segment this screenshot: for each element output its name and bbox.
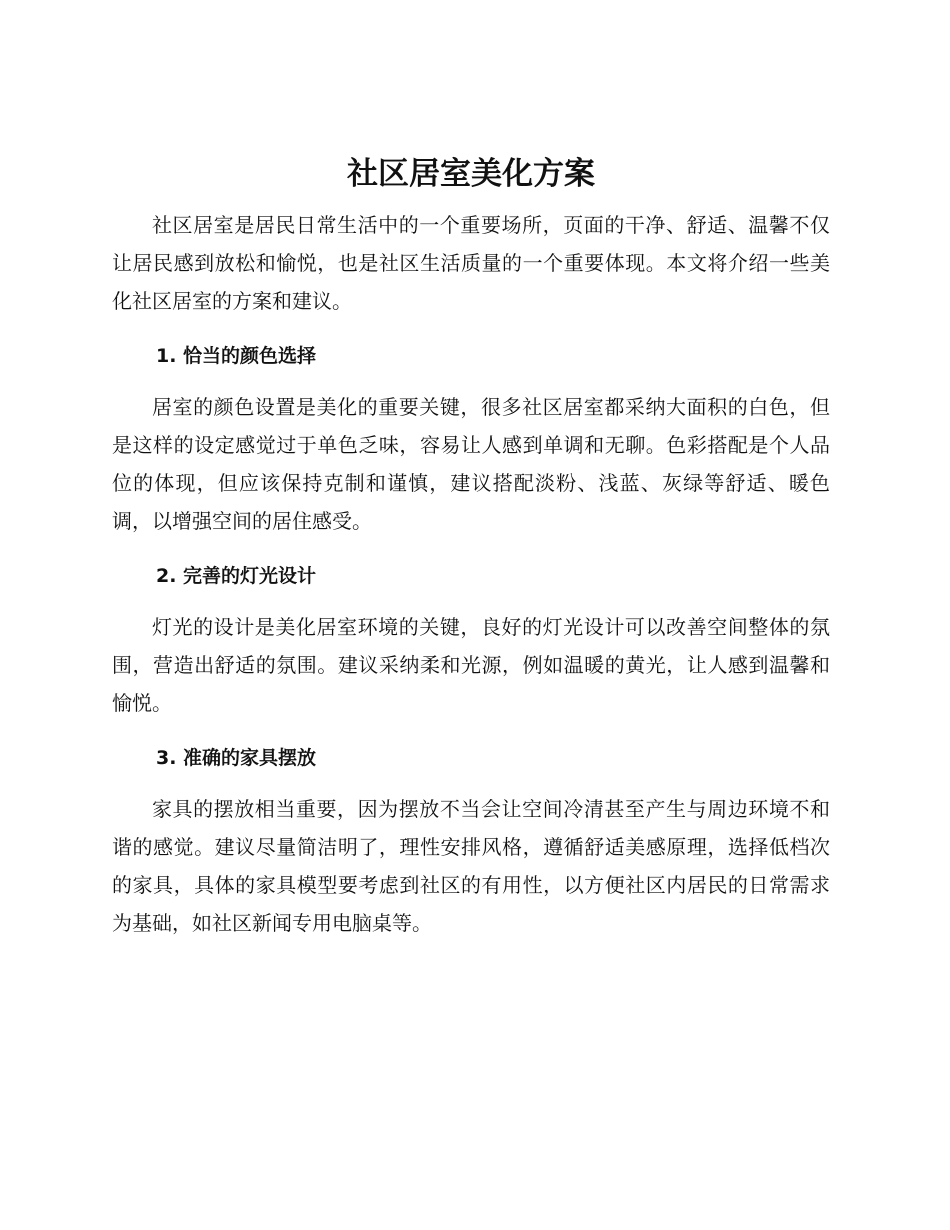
section-heading-furniture: 3. 准确的家具摆放 bbox=[156, 747, 317, 769]
section-heading-lighting: 2. 完善的灯光设计 bbox=[156, 565, 317, 587]
section-heading-color: 1. 恰当的颜色选择 bbox=[156, 345, 317, 367]
section-body-color: 居室的颜色设置是美化的重要关键，很多社区居室都采纳大面积的白色，但是这样的设定感觉过于单色乏味，容易让人感到单调和无聊。色彩搭配是个人品位的体现，但应该保持克制和谨慎，建议搭配淡粉、浅蓝、灰绿等舒适、暖色调，以增强空间的居住感受。 bbox=[112, 395, 830, 533]
intro-paragraph: 社区居室是居民日常生活中的一个重要场所，页面的干净、舒适、温馨不仅让居民感到放松和愉悦，也是社区生活质量的一个重要体现。本文将介绍一些美化社区居室的方案和建议。 bbox=[112, 213, 830, 313]
section-color bbox=[112, 338, 830, 540]
section-body-lighting: 灯光的设计是美化居室环境的关键，良好的灯光设计可以改善空间整体的氛围，营造出舒适的氛围。建议采纳柔和光源，例如温暖的黄光，让人感到温馨和愉悦。 bbox=[112, 615, 830, 715]
section-body-furniture: 家具的摆放相当重要，因为摆放不当会让空间冷清甚至产生与周边环境不和谐的感觉。建议尽量简洁明了，理性安排风格，遵循舒适美感原理，选择低档次的家具，具体的家具模型要考虑到社区的有用性，以方便社区内居民的日常需求为基础，如社区新闻专用电脑桌等。 bbox=[112, 797, 830, 935]
document-title: 社区居室美化方案 bbox=[347, 156, 595, 192]
section-furniture bbox=[112, 740, 830, 942]
document-page bbox=[112, 148, 830, 942]
section-lighting bbox=[112, 558, 830, 722]
